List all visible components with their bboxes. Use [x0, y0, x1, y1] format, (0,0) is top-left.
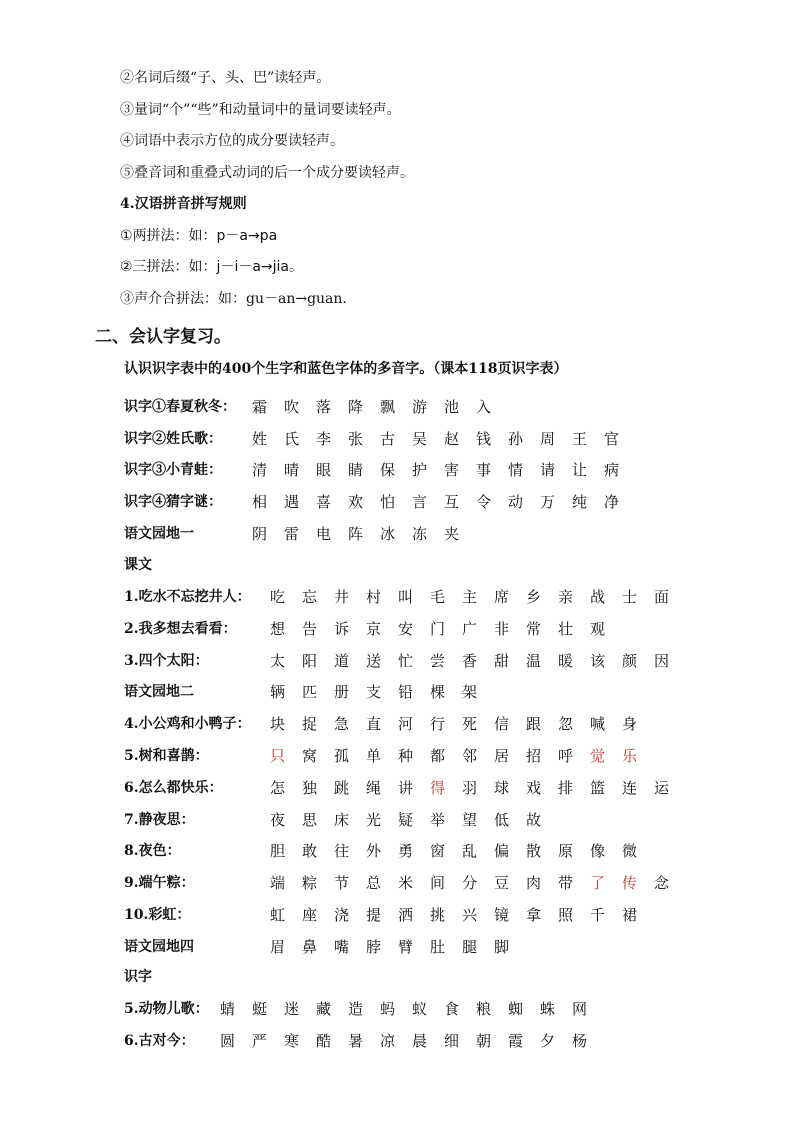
char-item: 告 — [302, 619, 318, 638]
char-list — [270, 680, 494, 705]
rule-line: ④词语中表示方位的成分要读轻声。 — [120, 133, 344, 149]
char-item: 块 — [270, 715, 286, 734]
char-item: 网 — [572, 1000, 588, 1018]
char-item: 阳 — [302, 651, 318, 670]
char-item: 造 — [348, 1000, 364, 1018]
char-item: 降 — [348, 398, 364, 416]
char-item: 拿 — [526, 906, 542, 924]
char-item: 诉 — [334, 619, 350, 638]
char-item: 晴 — [284, 461, 300, 480]
char-item: 赵 — [444, 429, 460, 448]
char-item: 往 — [334, 842, 350, 861]
char-item: 细 — [444, 1031, 460, 1050]
char-item: 光 — [366, 810, 382, 829]
pinyin-rule: ②三拼法：如：j－i－a→jia。 — [120, 259, 303, 275]
char-item: 温 — [526, 651, 542, 670]
char-item: 迷 — [284, 1000, 300, 1018]
char-item: 跳 — [334, 778, 350, 797]
char-item: 食 — [444, 1000, 460, 1018]
char-item: 李 — [316, 429, 332, 448]
char-list — [270, 871, 686, 896]
char-item: 羽 — [462, 778, 478, 797]
char-item: 亲 — [558, 588, 574, 606]
char-item: 乱 — [462, 842, 478, 861]
char-item: 霞 — [508, 1031, 524, 1050]
char-list — [270, 744, 654, 769]
char-item: 了 — [590, 874, 606, 893]
char-item: 面 — [654, 588, 670, 606]
char-item: 勇 — [398, 842, 414, 861]
char-item: 村 — [366, 588, 382, 606]
char-item: 尝 — [430, 651, 446, 670]
char-item: 低 — [494, 810, 510, 829]
char-item: 镜 — [494, 906, 510, 924]
char-item: 行 — [430, 715, 446, 734]
row-label: 5.动物儿歌： — [124, 1001, 209, 1017]
char-item: 霜 — [252, 398, 268, 416]
char-item: 言 — [412, 493, 428, 512]
char-item: 捉 — [302, 715, 318, 734]
char-item: 浇 — [334, 906, 350, 924]
char-item: 吹 — [284, 398, 300, 416]
row-label: 识字④猜字谜： — [124, 494, 222, 511]
pinyin-heading: 4.汉语拼音拼写规则 — [120, 196, 247, 212]
char-item: 讲 — [398, 778, 414, 797]
row-label: 9.端午粽： — [124, 875, 195, 892]
char-item: 夜 — [270, 810, 286, 829]
char-item: 相 — [252, 493, 268, 512]
shizi-heading: 识字 — [124, 969, 152, 985]
char-item: 辆 — [270, 683, 286, 702]
char-list — [252, 458, 636, 483]
char-item: 招 — [526, 747, 542, 765]
row-label: 7.静夜思： — [124, 811, 195, 828]
char-item: 主 — [462, 588, 478, 606]
char-item: 裙 — [622, 906, 638, 924]
char-item: 提 — [366, 906, 382, 924]
char-item: 千 — [590, 906, 606, 924]
char-item: 匹 — [302, 683, 318, 702]
char-item: 门 — [430, 619, 446, 638]
char-item: 排 — [558, 778, 574, 797]
row-label: 5.树和喜鹊： — [124, 748, 209, 764]
char-item: 毛 — [430, 588, 446, 606]
char-item: 冻 — [412, 524, 428, 543]
char-item: 蜘 — [508, 1000, 524, 1018]
char-list — [270, 808, 558, 833]
char-item: 粮 — [476, 1000, 492, 1018]
char-item: 纯 — [572, 493, 588, 512]
char-item: 臂 — [398, 937, 414, 956]
char-item: 凉 — [380, 1031, 396, 1050]
char-item: 铅 — [398, 683, 414, 702]
row-label: 6.怎么都快乐： — [124, 779, 223, 796]
char-item: 让 — [572, 461, 588, 480]
char-item: 散 — [526, 842, 542, 861]
char-item: 吴 — [412, 429, 428, 448]
char-item: 护 — [412, 461, 428, 480]
row-label: 3.四个太阳： — [124, 652, 209, 669]
char-item: 节 — [334, 874, 350, 893]
char-item: 窗 — [430, 842, 446, 861]
char-list — [270, 649, 686, 674]
char-item: 太 — [270, 651, 286, 670]
char-item: 虹 — [270, 906, 286, 924]
char-list — [252, 395, 508, 420]
char-item: 道 — [334, 651, 350, 670]
char-list — [252, 427, 636, 452]
char-item: 挑 — [430, 906, 446, 924]
char-item: 种 — [398, 747, 414, 765]
char-item: 池 — [444, 398, 460, 416]
char-item: 因 — [654, 651, 670, 670]
char-item: 邻 — [462, 747, 478, 765]
char-list — [252, 490, 636, 515]
char-item: 窝 — [302, 747, 318, 765]
char-item: 送 — [366, 651, 382, 670]
char-item: 绳 — [366, 778, 382, 797]
char-list — [270, 935, 526, 960]
char-item: 册 — [334, 683, 350, 702]
char-item: 肉 — [526, 874, 542, 893]
row-label: 4.小公鸡和小鸭子： — [124, 716, 251, 733]
char-item: 身 — [622, 715, 638, 734]
char-item: 落 — [316, 398, 332, 416]
char-item: 古 — [380, 429, 396, 448]
char-item: 雷 — [284, 524, 300, 543]
char-item: 支 — [366, 683, 382, 702]
char-item: 喜 — [316, 493, 332, 512]
char-item: 疑 — [398, 810, 414, 829]
char-item: 想 — [270, 619, 286, 638]
char-item: 连 — [622, 778, 638, 797]
char-item: 乐 — [622, 747, 638, 765]
char-item: 藏 — [316, 1000, 332, 1018]
char-item: 蛛 — [540, 1000, 556, 1018]
char-item: 都 — [430, 747, 446, 765]
char-item: 欢 — [348, 493, 364, 512]
char-item: 战 — [590, 588, 606, 606]
char-item: 清 — [252, 461, 268, 480]
char-list — [270, 903, 654, 928]
char-item: 叫 — [398, 588, 414, 606]
char-item: 脚 — [494, 937, 510, 956]
char-item: 情 — [508, 461, 524, 480]
char-item: 寒 — [284, 1031, 300, 1050]
char-item: 入 — [476, 398, 492, 416]
char-item: 吃 — [270, 588, 286, 606]
char-item: 酷 — [316, 1031, 332, 1050]
char-item: 独 — [302, 778, 318, 797]
rule-line: ②名词后缀“子、头、巴”读轻声。 — [120, 70, 331, 86]
char-item: 照 — [558, 906, 574, 924]
row-label: 语文园地四 — [124, 938, 194, 955]
char-item: 呼 — [558, 747, 574, 765]
row-label: 语文园地一 — [124, 525, 194, 542]
char-item: 眼 — [316, 461, 332, 480]
char-item: 忘 — [302, 588, 318, 606]
char-item: 睛 — [348, 461, 364, 480]
char-item: 京 — [366, 619, 382, 638]
char-item: 游 — [412, 398, 428, 416]
char-list — [270, 617, 622, 642]
char-list — [270, 585, 686, 610]
char-item: 乡 — [526, 588, 542, 606]
char-item: 事 — [476, 461, 492, 480]
row-label: 语文园地二 — [124, 684, 194, 701]
char-item: 信 — [494, 715, 510, 734]
char-item: 座 — [302, 906, 318, 924]
char-item: 带 — [558, 874, 574, 893]
char-item: 非 — [494, 619, 510, 638]
char-item: 动 — [508, 493, 524, 512]
char-item: 篮 — [590, 778, 606, 797]
char-item: 氏 — [284, 429, 300, 448]
char-item: 架 — [462, 683, 478, 702]
char-item: 胆 — [270, 842, 286, 861]
pinyin-rule: ①两拼法：如：p－a→pa — [120, 228, 278, 244]
char-item: 电 — [316, 524, 332, 543]
char-item: 忙 — [398, 651, 414, 670]
char-item: 保 — [380, 461, 396, 480]
char-item: 急 — [334, 715, 350, 734]
row-label: 10.彩虹： — [124, 907, 191, 923]
char-item: 圆 — [220, 1031, 236, 1050]
char-item: 球 — [494, 778, 510, 797]
char-item: 间 — [430, 874, 446, 893]
char-item: 该 — [590, 651, 606, 670]
char-item: 孤 — [334, 747, 350, 765]
char-item: 互 — [444, 493, 460, 512]
char-item: 居 — [494, 747, 510, 765]
char-item: 端 — [270, 874, 286, 893]
kewen-heading: 课文 — [124, 557, 152, 573]
char-item: 士 — [622, 588, 638, 606]
char-item: 夹 — [444, 524, 460, 543]
char-item: 晨 — [412, 1031, 428, 1050]
char-item: 望 — [462, 810, 478, 829]
char-item: 王 — [572, 429, 588, 448]
rule-line: ③量词“个”“些”和动量词中的量词要读轻声。 — [120, 102, 401, 118]
char-item: 举 — [430, 810, 446, 829]
char-item: 河 — [398, 715, 414, 734]
char-item: 害 — [444, 461, 460, 480]
char-item: 跟 — [526, 715, 542, 734]
char-item: 张 — [348, 429, 364, 448]
char-list — [270, 839, 654, 864]
char-item: 姓 — [252, 429, 268, 448]
row-label: 识字①春夏秋冬： — [124, 399, 236, 415]
char-item: 飘 — [380, 398, 396, 416]
char-item: 周 — [540, 429, 556, 448]
char-item: 病 — [604, 461, 620, 480]
char-item: 思 — [302, 810, 318, 829]
char-item: 外 — [366, 842, 382, 861]
char-item: 偏 — [494, 842, 510, 861]
char-item: 戏 — [526, 778, 542, 797]
char-item: 粽 — [302, 874, 318, 893]
char-list — [220, 997, 604, 1022]
char-item: 蚁 — [412, 1000, 428, 1018]
char-item: 米 — [398, 874, 414, 893]
char-item: 单 — [366, 747, 382, 765]
char-item: 杨 — [572, 1031, 588, 1050]
char-item: 故 — [526, 810, 542, 829]
char-item: 冰 — [380, 524, 396, 543]
char-item: 微 — [622, 842, 638, 861]
char-item: 阴 — [252, 524, 268, 543]
char-item: 怎 — [270, 778, 286, 797]
char-item: 万 — [540, 493, 556, 512]
char-item: 豆 — [494, 874, 510, 893]
char-list — [252, 522, 476, 547]
char-item: 原 — [558, 842, 574, 861]
char-item: 壮 — [558, 619, 574, 638]
char-item: 令 — [476, 493, 492, 512]
char-item: 肚 — [430, 937, 446, 956]
char-item: 总 — [366, 874, 382, 893]
char-item: 请 — [540, 461, 556, 480]
char-item: 眉 — [270, 937, 286, 956]
char-item: 觉 — [590, 747, 606, 765]
char-item: 安 — [398, 619, 414, 638]
char-item: 忽 — [558, 715, 574, 734]
row-label: 8.夜色： — [124, 843, 181, 860]
char-list — [220, 1029, 604, 1054]
rule-line: ⑤叠音词和重叠式动词的后一个成分要读轻声。 — [120, 165, 414, 181]
char-list — [270, 712, 654, 737]
row-label: 识字②姓氏歌： — [124, 430, 222, 447]
section-intro: 认识识字表中的400个生字和蓝色字体的多音字。（课本118页识字表） — [124, 361, 568, 377]
char-item: 蜓 — [252, 1000, 268, 1018]
char-item: 像 — [590, 842, 606, 861]
char-item: 蜻 — [220, 1000, 236, 1018]
char-item: 净 — [604, 493, 620, 512]
char-item: 甜 — [494, 651, 510, 670]
char-item: 官 — [604, 429, 620, 448]
char-item: 棵 — [430, 683, 446, 702]
row-label: 1.吃水不忘挖井人： — [124, 589, 251, 605]
char-item: 敢 — [302, 842, 318, 861]
char-item: 嘴 — [334, 937, 350, 956]
char-item: 席 — [494, 588, 510, 606]
char-item: 广 — [462, 619, 478, 638]
char-item: 怕 — [380, 493, 396, 512]
pinyin-rule: ③声介合拼法：如：gu－an→guan. — [120, 291, 347, 307]
char-item: 孙 — [508, 429, 524, 448]
char-item: 常 — [526, 619, 542, 638]
char-item: 洒 — [398, 906, 414, 924]
row-label: 识字③小青蛙： — [124, 462, 222, 479]
char-item: 喊 — [590, 715, 606, 734]
char-item: 夕 — [540, 1031, 556, 1050]
section-title: 二、会认字复习。 — [95, 327, 231, 347]
row-label: 6.古对今： — [124, 1032, 195, 1049]
char-item: 直 — [366, 715, 382, 734]
char-item: 观 — [590, 619, 606, 638]
char-item: 死 — [462, 715, 478, 734]
char-item: 井 — [334, 588, 350, 606]
char-item: 暖 — [558, 651, 574, 670]
char-item: 阵 — [348, 524, 364, 543]
char-item: 严 — [252, 1031, 268, 1050]
char-item: 得 — [430, 778, 446, 797]
char-item: 鼻 — [302, 937, 318, 956]
char-item: 遇 — [284, 493, 300, 512]
char-item: 腿 — [462, 937, 478, 956]
char-item: 传 — [622, 874, 638, 893]
char-item: 只 — [270, 747, 286, 765]
char-item: 暑 — [348, 1031, 364, 1050]
char-item: 颜 — [622, 651, 638, 670]
char-item: 念 — [654, 874, 670, 893]
char-item: 蚂 — [380, 1000, 396, 1018]
char-list — [270, 776, 686, 801]
char-item: 朝 — [476, 1031, 492, 1050]
char-item: 兴 — [462, 906, 478, 924]
char-item: 脖 — [366, 937, 382, 956]
row-label: 2.我多想去看看： — [124, 620, 237, 637]
char-item: 钱 — [476, 429, 492, 448]
char-item: 分 — [462, 874, 478, 893]
char-item: 运 — [654, 778, 670, 797]
char-item: 香 — [462, 651, 478, 670]
char-item: 床 — [334, 810, 350, 829]
